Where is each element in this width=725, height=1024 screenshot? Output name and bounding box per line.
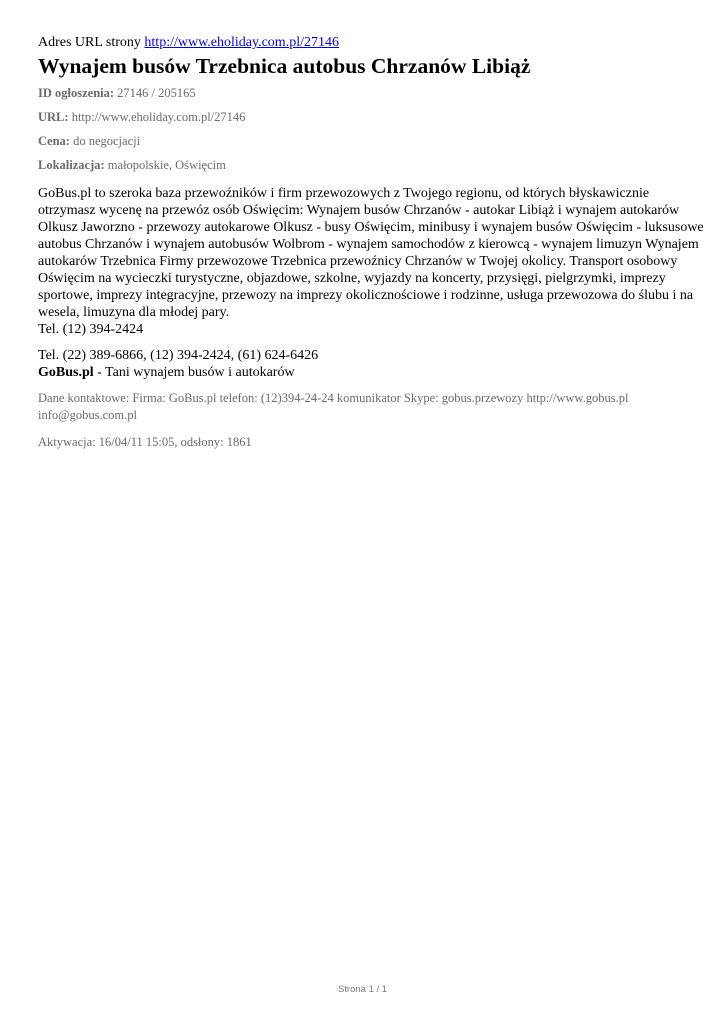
price-label: Cena: (38, 134, 70, 148)
price-value: do negocjacji (73, 134, 141, 148)
page-title: Wynajem busów Trzebnica autobus Chrzanów Libiąż (38, 54, 531, 78)
brand-tagline: - Tani wynajem busów i autokarów (93, 365, 295, 380)
location-label: Lokalizacja: (38, 158, 105, 172)
ad-url-label: URL: (38, 110, 69, 124)
location-row (38, 157, 710, 173)
phone-numbers: Tel. (22) 389-6866, (12) 394-2424, (61) 624-6426 (38, 348, 319, 363)
activation-info: Aktywacja: 16/04/11 15:05, odsłony: 1861 (38, 435, 252, 449)
contact-line-1: Dane kontaktowe: Firma: GoBus.pl telefon: (12)394-24-24 komunikator Skype: gobus.przewozy http://www.gobus.pl (38, 391, 629, 405)
page-number-footer: Strona 1 / 1 (337, 984, 388, 995)
brand-name: GoBus.pl (38, 365, 94, 380)
page-url-link[interactable]: http://www.eholiday.com.pl/27146 (144, 35, 339, 50)
ad-id-label: ID ogłoszenia: (38, 86, 115, 100)
ad-description: GoBus.pl to szeroka baza przewoźników i firm przewozowych z Twojego regionu, od których błyskawicznie otrzymasz wycenę na przewóz osób Oświęcim: Wynajem busów Chrzanów - autokar Libiąż i wynajem autokarów Olkusz Jaworzno - przewozy autokarowe Olkusz - busy Oświęcim, minibusy i wynajem busów Oświęcim - luksusowe autobus Chrzanów i wynajem autobusów Wolbrom - wynajem samochodów z kierowcą - wynajem limuzyn Wynajem autokarów Trzebnica Firmy przewozowe Trzebnica przewoźnicy Chrzanów w Twojej okolicy. Transport osobowy Oświęcim na wycieczki turystyczne, objazdowe, szkolne, wyjazdy na koncerty, przysięgi, pielgrzymki, imprezy sportowe, imprezy integracyjne, przewozy na imprezy okolicznościowe i rodzinne, usługa przewozowa do ślubu i na wesela, limuzyna dla młodej pary. (38, 186, 704, 320)
contact-email: info@gobus.com.pl (38, 408, 138, 422)
ad-id-value: 27146 / 205165 (117, 86, 196, 100)
brand-line (38, 364, 710, 381)
price-row (38, 133, 710, 149)
ad-id-row (38, 85, 710, 101)
ad-url-row (38, 109, 710, 125)
url-prefix: Adres URL strony (38, 35, 141, 50)
location-value: małopolskie, Oświęcim (107, 158, 226, 172)
page-url-line (38, 34, 710, 52)
contact-details (38, 390, 718, 424)
ad-url-value: http://www.eholiday.com.pl/27146 (71, 110, 246, 124)
description-phone: Tel. (12) 394-2424 (38, 322, 144, 337)
document-page (38, 34, 710, 450)
